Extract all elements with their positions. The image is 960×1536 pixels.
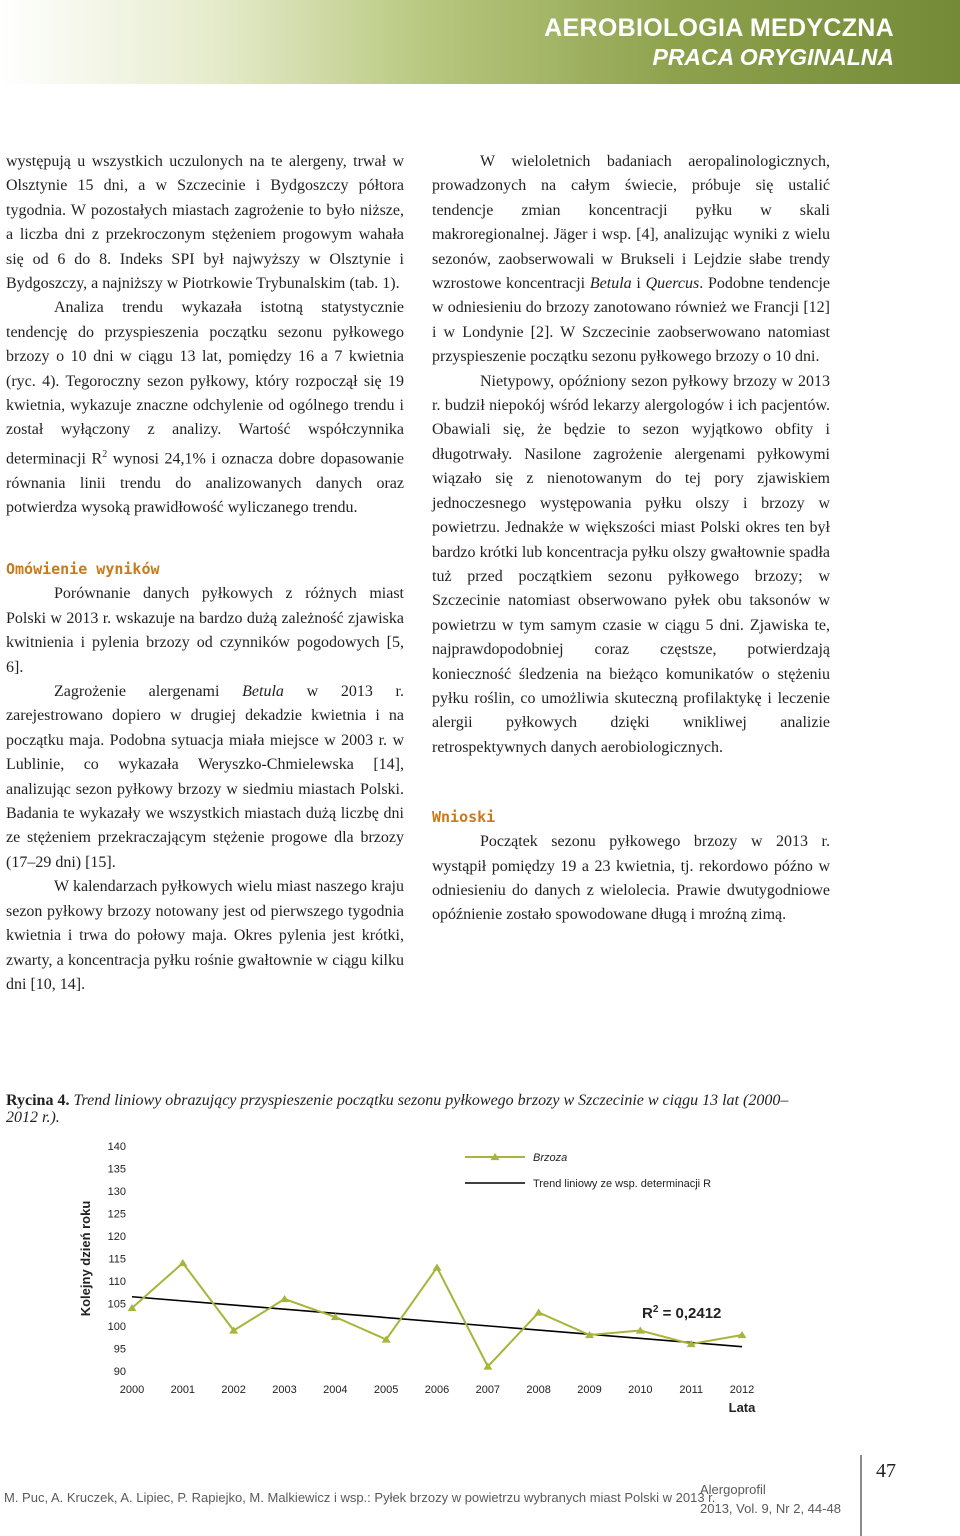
x-tick-label: 2000	[119, 1384, 145, 1396]
paragraph: Zagrożenie alergenami Betula w 2013 r. zarejestrowano dopiero w drugiej dekadzie kwietnia i na początku maja. Podobna sytuacja miała miejsce w 2003 r. w Lublinie, co wykazała Weryszko-Chmielewska [14], analizując sezon pyłkowy brzozy w siedmiu miastach Polski. Badania te wykazały we wszystkich miastach dużą liczbę dni ze stężeniem przekraczającym stężenie progowe dla brzozy (17–29 dni) [15].	[6, 683, 405, 871]
paragraph: W kalendarzach pyłkowych wielu miast naszego kraju sezon pyłkowy brzozy notowany jest od pierwszego tygodnia kwietnia i trwa do połowy maja. Okres pylenia jest krótki, zwarty, a koncentracja pyłku rośnie gwałtownie w ciągu kilku dni [10, 14].	[6, 878, 404, 993]
footer-divider	[860, 1455, 862, 1536]
x-tick-label: 2009	[577, 1384, 602, 1396]
data-point	[534, 1308, 543, 1315]
y-tick-label: 130	[107, 1186, 126, 1198]
journal-volume: 2013, Vol. 9, Nr 2, 44-48	[700, 1501, 841, 1516]
paragraph: Analiza trendu wykazała istotną statystycznie tendencję do przyspieszenia początku sezonu pyłkowego brzozy o 10 dni w ciągu 13 lat, pomiędzy 16 a 7 kwietnia (ryc. 4). Tegoroczny sezon pyłkowy, który rozpoczął się 19 kwietnia, wykazuje znaczne odchylenie od ogólnego trendu i został wyłączony z analizy. Wartość współczynnika determinacji $R^2$ wynosi 24,1% i oznacza dobre dopasowanie równania linii trendu do analizowanych danych oraz potwierdza wysoką prawidłowość wyliczanego trendu.	[6, 299, 405, 517]
y-tick-label: 105	[107, 1298, 126, 1311]
paragraph: Porównanie danych pyłkowych z różnych miast Polski w 2013 r. wskazuje na bardzo dużą zależność zjawiska kwitnienia i pylenia brzozy od czynników pogodowych [5, 6].	[6, 585, 404, 676]
article-type: PRACA ORYGINALNA	[652, 44, 894, 70]
figure-caption-text: Trend liniowy obrazujący przyspieszenie początku sezonu pyłkowego brzozy w Szczecinie w ciągu 13 lat (2000–2012 r.).	[6, 1092, 789, 1126]
y-tick-label: 100	[107, 1321, 126, 1333]
y-tick-label: 125	[107, 1208, 126, 1221]
y-tick-label: 90	[113, 1366, 126, 1378]
y-tick-label: 120	[107, 1231, 126, 1243]
page-number: 47	[876, 1460, 896, 1482]
x-tick-label: 2011	[679, 1384, 703, 1396]
footer-journal	[700, 1480, 841, 1518]
paragraph: Początek sezonu pyłkowego brzozy w 2013 r. wystąpił pomiędzy 19 a 23 kwietnia, tj. rekordowo późno w odniesieniu do danych z wielolecia. Prawie dwutygodniowe opóźnienie zostało spowodowane długą i mroźną zimą.	[432, 833, 830, 924]
x-axis-label: Lata	[728, 1400, 756, 1415]
data-point	[280, 1295, 289, 1302]
legend-label-brzoza: Brzoza	[533, 1152, 568, 1164]
journal-title: AEROBIOLOGIA MEDYCZNA	[544, 14, 894, 42]
footer-authors: M. Puc, A. Kruczek, A. Lipiec, P. Rapiejko, M. Malkiewicz i wsp.: Pyłek brzozy w powietrzu wybranych miast Polski w 2013 r.	[4, 1490, 716, 1505]
section-heading: Wnioski	[432, 808, 496, 827]
r-squared-annotation: $R^2 = 0,2412$	[642, 1304, 722, 1322]
y-tick-label: 115	[108, 1253, 126, 1266]
x-tick-label: 2006	[424, 1384, 450, 1396]
x-tick-label: 2001	[170, 1384, 196, 1396]
y-tick-label: 110	[108, 1276, 126, 1288]
right-column	[432, 150, 830, 928]
legend-label-trend: Trend liniowy ze wsp. determinacji R	[533, 1178, 712, 1190]
y-tick-label: 140	[107, 1141, 126, 1153]
paragraph: występują u wszystkich uczulonych na te alergeny, trwał w Olsztynie 15 dni, a w Szczecinie i Bydgoszczy półtora tygodnia. W pozostałych miastach zagrożenie to było niższe, a liczba dni z przekroczonym stężeniem progowym wahała się od 6 do 8. Indeks SPI był najwyższy w Olsztynie i Bydgoszczy, a najniższy w Piotrkowie Trybunalskim (tab. 1).	[6, 153, 404, 293]
x-tick-label: 2005	[373, 1384, 399, 1396]
x-tick-label: 2010	[628, 1384, 653, 1396]
figure-caption	[6, 1092, 806, 1126]
x-tick-label: 2002	[221, 1384, 246, 1396]
section-heading: Omówienie wyników	[6, 560, 160, 579]
chart-svg	[70, 1132, 770, 1422]
x-tick-label: 2003	[272, 1384, 297, 1396]
data-point	[178, 1259, 187, 1266]
x-tick-label: 2004	[323, 1384, 348, 1396]
data-point	[433, 1263, 442, 1270]
x-tick-label: 2008	[526, 1384, 551, 1396]
left-column	[6, 150, 404, 997]
y-tick-label: 135	[107, 1163, 126, 1176]
trend-chart	[70, 1132, 770, 1422]
journal-name: Alergoprofil	[700, 1482, 766, 1497]
paragraph: Nietypowy, opóźniony sezon pyłkowy brzozy w 2013 r. budził niepokój wśród lekarzy alergologów i ich pacjentów. Obawiali się, że będzie to sezon wyjątkowo obfity i długotrwały. Nasilone zagrożenie alergenami pyłkowymi wiązało się z nienotowanym do tej pory zjawiskiem jednoczesnego występowania pyłku olszy i brzozy w powietrzu. Jednakże w większości miast Polski okres ten był bardzo krótki lub koncentracja pyłku olszy gwałtownie spadła tuż przed początkiem sezonu pyłkowego brzozy; w Szczecinie natomiast obserwowano pyłek obu taksonów w powietrzu w tym samym czasie w ciągu 5 dni. Zjawiska te, najprawdopodobniej coraz częstsze, potwierdzają konieczność śledzenia na bieżąco komunikatów o stężeniu pyłku roślin, co umożliwia skuteczną profilaktykę i leczenie alergii pyłkowych dzięki wnikliwej analizie retrospektywnych danych aerobiologicznych.	[432, 372, 830, 756]
journal-header	[0, 0, 960, 84]
x-tick-label: 2007	[475, 1384, 501, 1396]
y-tick-label: 95	[113, 1343, 126, 1356]
x-tick-label: 2012	[729, 1384, 755, 1396]
figure-label: Rycina 4.	[6, 1092, 70, 1109]
y-axis-label: Kolejny dzień roku	[78, 1200, 93, 1317]
paragraph: W wieloletnich badaniach aeropalinologicznych, prowadzonych na całym świecie, próbuje się ustalić tendencje zmian koncentracji pyłku w skali makroregionalnej. Jäger i wsp. [4], analizując wyniki z wielu sezonów, zaobserwowali w Brukseli i Lejdzie słabe trendy wzrostowe koncentracji Betula i Quercus. Podobne tendencje w odniesieniu do brzozy zanotowano również we Francji [12] i w Londynie [2]. W Szczecinie zaobserwowano natomiast przyspieszenie początku sezonu pyłkowego brzozy o 10 dni.	[432, 153, 830, 366]
